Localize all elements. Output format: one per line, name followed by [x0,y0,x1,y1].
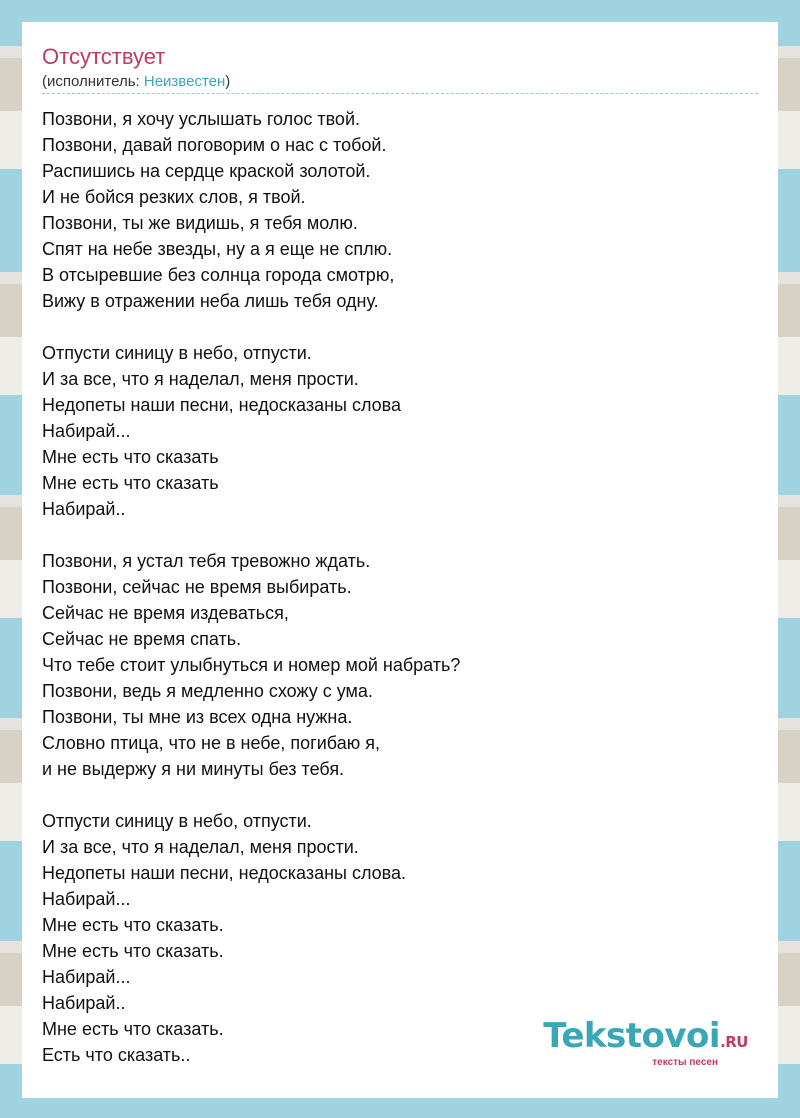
stanza-break [42,782,460,808]
lyric-line: Отпусти синицу в небо, отпусти. [42,343,312,363]
logo-brand-name: Tekstovoi [543,1016,721,1056]
lyric-line: Мне есть что сказать. [42,941,224,961]
lyric-line: В отсыревшие без солнца города смотрю, [42,265,395,285]
lyric-line: Сейчас не время издеваться, [42,603,289,623]
lyric-line: Позвони, я устал тебя тревожно ждать. [42,551,371,571]
lyric-line: и не выдержу я ни минуты без тебя. [42,759,345,779]
artist-prefix: (исполнитель: [42,73,144,90]
lyric-line: Мне есть что сказать [42,473,219,493]
lyric-line: Мне есть что сказать. [42,915,224,935]
logo-brand [543,1018,748,1060]
lyric-line: Позвони, ведь я медленно схожу с ума. [42,681,373,701]
title-divider [42,93,758,94]
lyric-line: Набирай.. [42,993,126,1013]
logo-tagline: тексты песен [652,1057,718,1068]
lyric-line: Отпусти синицу в небо, отпусти. [42,811,312,831]
lyric-line: Позвони, я хочу услышать голос твой. [42,109,360,129]
lyric-line: Мне есть что сказать. [42,1019,224,1039]
lyric-line: И не бойся резких слов, я твой. [42,187,306,207]
artist-suffix: ) [225,73,231,90]
lyric-line: Недопеты наши песни, недосказаны слова [42,395,402,415]
lyric-line: И за все, что я наделал, меня прости. [42,837,359,857]
lyric-line: Позвони, ты же видишь, я тебя молю. [42,213,358,233]
lyric-line: Набирай... [42,421,131,441]
lyric-line: Что тебе стоит улыбнуться и номер мой набрать? [42,655,461,675]
lyric-line: Сейчас не время спать. [42,629,242,649]
lyrics-sheet [22,22,778,1098]
lyric-line: Вижу в отражении неба лишь тебя одну. [42,291,379,311]
lyric-line: Распишись на сердце краской золотой. [42,161,371,181]
stanza-break [42,522,460,548]
lyric-line: Позвони, давай поговорим о нас с тобой. [42,135,387,155]
lyrics-text [42,106,460,1068]
lyric-line: Набирай.. [42,499,126,519]
logo-tld: .RU [720,1033,748,1051]
lyric-line: И за все, что я наделал, меня прости. [42,369,359,389]
lyric-line: Есть что сказать.. [42,1045,191,1065]
song-title: Отсутствует [42,44,166,69]
lyric-line: Спят на небе звезды, ну а я еще не сплю. [42,239,393,259]
lyric-line: Набирай... [42,967,131,987]
artist-link[interactable]: Неизвестен [143,73,226,90]
lyric-line: Словно птица, что не в небе, погибаю я, [42,733,380,753]
lyric-line: Недопеты наши песни, недосказаны слова. [42,863,407,883]
artist-line [42,73,230,91]
stanza-break [42,314,460,340]
lyric-line: Позвони, ты мне из всех одна нужна. [42,707,353,727]
lyric-line: Набирай... [42,889,131,909]
lyric-line: Позвони, сейчас не время выбирать. [42,577,352,597]
site-logo[interactable] [543,1018,748,1068]
lyric-line: Мне есть что сказать [42,447,219,467]
